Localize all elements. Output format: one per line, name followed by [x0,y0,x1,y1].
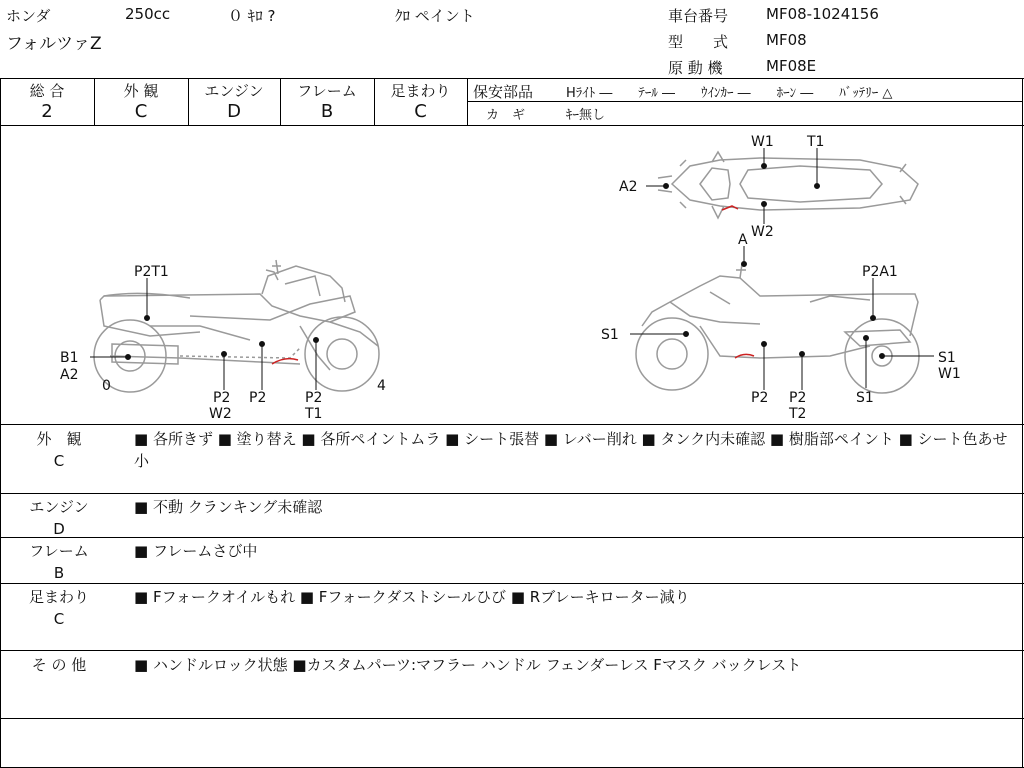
grade-suspension-value: C [414,101,427,122]
grade-exterior-value: C [134,101,148,122]
type-label: 型 式 [668,33,729,51]
safety-items: Hﾗｲﾄ ― ﾃｰﾙ ― ｳｲﾝｶｰ ― ﾎｰﾝ ― ﾊﾞｯﾃﾘｰ △ [566,86,893,101]
engine-value: MF08E [766,57,817,75]
section-exterior-label [4,428,114,472]
section-frame-title: フレーム [29,542,89,560]
divider [0,493,1024,494]
displacement: 250cc [125,5,171,23]
mileage: ０ ｷﾛ ? [228,7,276,25]
divider [0,583,1024,584]
section-engine-title: エンジン [29,498,89,516]
scooter-right-view [636,264,919,393]
section-engine-label [4,496,114,540]
section-other-notes: ■ ハンドルロック状態 ■カスタムパーツ:マフラー ハンドル フェンダーレス Fマスク バックレスト [134,656,802,674]
diagram-label-right-t2: T2 [789,406,807,422]
section-frame-label [4,540,114,584]
grade-frame-value: B [320,101,334,122]
section-engine-notes: ■ 不動 クランキング未確認 [134,498,323,516]
diagram-label-right-w1: W1 [938,366,961,382]
diagram-label-a2: A2 [60,367,79,383]
diagram-label-w2: W2 [209,406,232,422]
section-frame-grade: B [53,564,65,582]
divider [467,101,1022,102]
diagram-label-top-w2: W2 [751,224,774,240]
diagram-label-top-a2: A2 [619,179,638,195]
grade-suspension-label: 足まわり [390,82,451,100]
diagram-label-right-s1-right: S1 [938,350,956,366]
diagram-label-right-s1-left: S1 [601,327,619,343]
section-suspension-notes: ■ Fフォークオイルもれ ■ Fフォークダストシールひび ■ Rブレーキローター減り [134,588,690,606]
grade-exterior-label: 外 観 [123,82,159,100]
section-other-title: そ の 他 [31,656,87,674]
diagram-label-p2-c: P2 [305,390,323,406]
divider [0,537,1024,538]
grade-frame-label: フレーム [297,82,357,100]
diagram-label-zero: 0 [102,378,111,394]
section-exterior-notes: ■ 各所きず ■ 塗り替え ■ 各所ペイントムラ ■ シート張替 ■ レバー削れ ■ タンク内未確認 ■ 樹脂部ペイント ■ シート色あせ小 [134,430,1008,470]
color: ｸﾛ ペイント [395,7,475,25]
divider [0,718,1024,719]
grade-engine-label: エンジン [204,82,264,100]
damage-diagram [0,126,1024,424]
model-name: フォルツァZ [6,34,102,54]
section-other-label [4,654,114,676]
diagram-label-right-a: A [738,232,748,248]
safety-label: 保安部品 [473,83,534,101]
diagram-label-p2a1: P2A1 [862,264,898,280]
diagram-label-right-p2-b: P2 [789,390,807,406]
scooter-top-view [658,152,918,218]
diagram-label-p2-b: P2 [249,390,267,406]
key-value: ｷｰ無し [566,108,606,123]
grade-engine-value: D [227,101,241,122]
section-engine-grade: D [53,520,65,538]
maker: ホンダ [6,7,51,25]
diagram-label-four: 4 [377,378,386,394]
frame-no-label: 車台番号 [668,7,729,25]
diagram-label-p2t1: P2T1 [134,264,169,280]
key-label: カ ギ [486,108,526,123]
section-suspension-label [4,586,114,630]
divider [0,78,1024,79]
type-value: MF08 [766,31,807,49]
diagram-label-top-t1: T1 [807,134,825,150]
section-suspension-title: 足まわり [28,588,89,606]
frame-no: MF08-1024156 [766,5,879,23]
diagram-label-right-s1-bottom: S1 [856,390,874,406]
divider [0,650,1024,651]
diagram-label-right-p2-a: P2 [751,390,769,406]
section-frame-notes: ■ フレームさび中 [134,542,258,560]
divider [0,424,1024,425]
diagram-label-t1: T1 [305,406,323,422]
diagram-label-top-w1: W1 [751,134,774,150]
section-exterior-grade: C [53,452,65,470]
grade-overall-value: 2 [41,101,53,122]
grade-overall-label: 総 合 [29,82,65,100]
diagram-label-p2-a: P2 [213,390,231,406]
section-exterior-title: 外 観 [36,430,82,448]
section-suspension-grade: C [53,610,65,628]
diagram-label-b1: B1 [60,350,79,366]
engine-label: 原 動 機 [668,59,723,77]
